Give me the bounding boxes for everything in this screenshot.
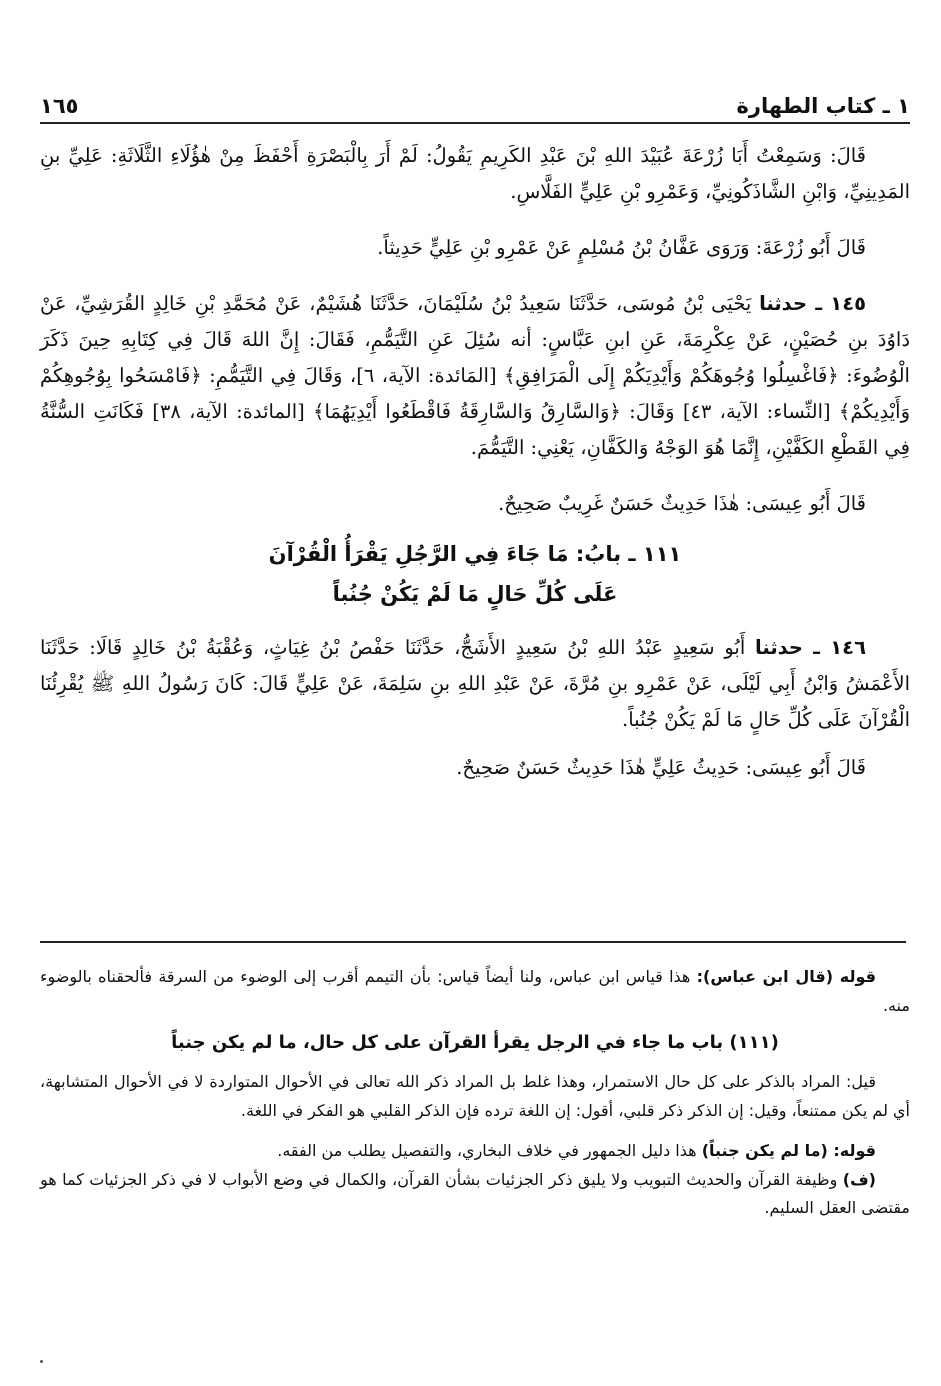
footnote-divider — [40, 941, 906, 943]
note-dhikr: قيل: المراد بالذكر على كل حال الاستمرار، وهذا غلط بل المراد ذكر الله تعالى في الأحوال المتواردة لا في الأحوال المتشابهة، أي لم يكن ممتنعاً، وقيل: إن الذكر ذكر قلبي، أقول: إن اللغة ترده فإن الذكر القلبي هو الفكر في اللغة. — [40, 1072, 910, 1120]
note-fa — [40, 1166, 910, 1223]
hadith-146-text: أَبُو سَعِيدٍ عَبْدُ اللهِ بْنُ سَعِيدٍ الأَشَجُّ، حَدَّثَنَا حَفْصُ بْنُ غِيَاثٍ، وَعُقْبَةُ بْنُ خَالِدٍ قَالَا: حَدَّثَنَا الأَعْمَشُ وَابْنُ أَبِي لَيْلَى، عَنْ عَمْرِو بنِ مُرَّةَ، عَنْ عَبْدِ اللهِ بنِ سَلِمَةَ، عَنْ عَلِيٍّ قَالَ: كَانَ رَسُولُ اللهِ ﷺ يُقْرِئُنَا الْقُرْآنَ عَلَى كُلِّ حَالٍ مَا لَمْ يَكُنْ جُنُباً. — [40, 636, 910, 731]
note-chapter-heading: (١١١) باب ما جاء في الرجل يقرأ القرآن على كل حال، ما لم يكن جنباً — [171, 1032, 779, 1053]
hadith-145-text: يَحْيَى بْنُ مُوسَى، حَدَّثَنَا سَعِيدُ بْنُ سُلَيْمَانَ، حَدَّثَنَا هُشَيْمٌ، عَنْ مُحَمَّدِ بْنِ خَالِدٍ القُرَشِيِّ، عَنْ دَاوُدَ بنِ حُصَيْنٍ، عَنْ عِكْرِمَةَ، عَنِ ابنِ عَبَّاسٍ: أنه سُئِلَ عَنِ التَّيَمُّمِ، فَقَالَ: إِنَّ اللهَ قَالَ فِي كِتَابِهِ حِينَ ذَكَرَ الْوُضُوءَ: ﴿فَاغْسِلُوا وُجُوهَكُمْ وَأَيْدِيَكُمْ إِلَى الْمَرَافِقِ﴾ [المَائدة: الآية، ٦]، وَقَالَ فِي التَّيَمُّمِ: ﴿فَامْسَحُوا بِوُجُوهِكُمْ وَأَيْدِيكُمْ﴾ [النِّساء: الآية، ٤٣] وَقَالَ: ﴿وَالسَّارِقُ وَالسَّارِقَةُ فَاقْطَعُوا أَيْدِيَهُمَا﴾ [المائدة: الآية، ٣٨] فَكَانَتِ السُّنَّةُ فِي القَطْعِ الكَفَّيْنِ، إِنَّمَا هُوَ الوَجْهُ وَالكَفَّانِ، يَعْنِي: التَّيَمُّمَ. — [40, 292, 910, 459]
note-ibn-abbas-text: هذا قياس ابن عباس، ولنا أيضاً قياس: بأن التيمم أقرب إلى الوضوء من السرقة فألحقناه بالوضوء منه. — [40, 967, 910, 1015]
chapter-heading-line-2: عَلَى كُلِّ حَالٍ مَا لَمْ يَكُنْ جُنُباً — [332, 582, 618, 606]
paragraph-abu-zura-quote: قَالَ: وَسَمِعْتُ أَبَا زُرْعَةَ عُبَيْدَ اللهِ بْنَ عَبْدِ الكَرِيمِ يَقُولُ: لَمْ أَرَ بِالْبَصْرَةِ أَحْفَظَ مِنْ هٰؤُلَاءِ الثَّلَاثَةِ: عَلِيِّ بنِ المَدِينِيِّ، وَابْنِ الشَّاذَكُونِيِّ، وَعَمْرِو بْنِ عَلِيٍّ الفَلَّاسِ. — [40, 144, 910, 203]
scan-speck — [40, 1360, 43, 1363]
main-text — [40, 138, 910, 786]
note-ibn-abbas — [40, 963, 910, 1020]
note-junub-text: هذا دليل الجمهور في خلاف البخاري، والتفصيل يطلب من الفقه. — [277, 1141, 697, 1160]
chapter-title: ١ ـ كتاب الطهارة — [736, 94, 910, 118]
hadith-146 — [40, 630, 910, 738]
note-junub-label: قوله: (ما لم يكن جنباً) — [701, 1141, 876, 1160]
page-header — [40, 78, 910, 124]
paragraph-abu-zura-narration: قَالَ أَبُو زُرْعَةَ: وَرَوَى عَفَّانُ بْنُ مُسْلِمٍ عَنْ عَمْرِو بْنِ عَلِيٍّ حَدِيثاً. — [377, 236, 866, 259]
note-junub — [40, 1137, 910, 1166]
note-ibn-abbas-label: قوله (قال ابن عباس): — [696, 967, 877, 986]
hadith-146-number: ١٤٦ ـ حدثنا — [755, 636, 866, 659]
note-fa-text: وظيفة القرآن والحديث التبويب ولا يليق ذكر الجزئيات بشأن القرآن، والكمال في وضع الأبواب لا في ذكر الجزئيات كما هو مقتضى العقل السليم. — [40, 1169, 910, 1217]
commentary-notes — [40, 963, 910, 1223]
book-page — [40, 0, 910, 1386]
page-number: ١٦٥ — [40, 94, 79, 118]
note-fa-label: (ف) — [842, 1169, 876, 1189]
abu-isa-grading-146: قَالَ أَبُو عِيسَى: حَدِيثُ عَلِيٍّ هٰذَا حَدِيثٌ حَسَنٌ صَحِيحٌ. — [456, 756, 866, 779]
abu-isa-grading-145: قَالَ أَبُو عِيسَى: هٰذَا حَدِيثٌ حَسَنٌ غَرِيبٌ صَحِيحٌ. — [498, 492, 866, 515]
chapter-heading-line-1: ١١١ ـ بابُ: مَا جَاءَ فِي الرَّجُلِ يَقْرَأُ الْقُرْآنَ — [268, 542, 682, 566]
hadith-145 — [40, 286, 910, 466]
hadith-145-number: ١٤٥ ـ حدثنا — [759, 292, 867, 315]
chapter-heading-111 — [40, 534, 910, 614]
